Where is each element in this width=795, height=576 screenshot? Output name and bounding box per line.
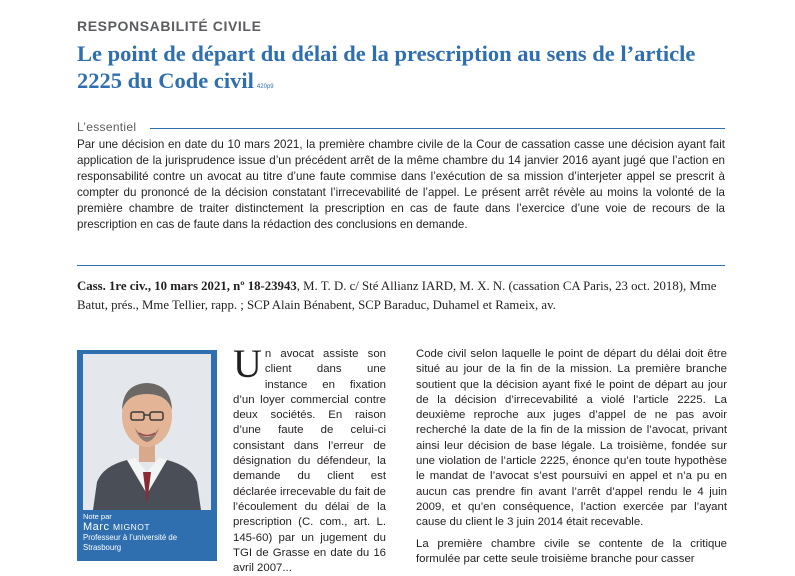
body-col2-paragraph-1: Code civil selon laquelle le point de départ du délai doit être situé au jour de la fin de la mission. La première branche soutient que la décision ayant fixé le point de départ au jour de la décision d’irrecevabilité a violé l’article 2225. La deuxième reproche aux juges d’appel de ne pas avoir recherché la date de la fin de la mission de l’avocat, privant ainsi leur décision de base légale. La troisième, fondée sur une violation de l’article 2225, énonce qu’en toute hypothèse le mandat de l’avocat s’est poursuivi en appel et n’a pu en aucun cas prendre fin avant l’arrêt d’appel rendu le 4 juin 2009, et qu’en conséquence, l’action exercée par l’ayant cause du client le 3 juin 2014 était recevable. (416, 348, 727, 529)
title-ref: 420p9 (256, 84, 274, 90)
author-box (77, 350, 217, 561)
essentiel-text: Par une décision en date du 10 mars 2021, la première chambre civile de la Cour de cassation casse une décision ayant fait application de la jurisprudence issue d’un précédent arrêt de la même chambre du 14 janvier 2016 ayant jugé que l’action en responsabilité contre un avocat au titre d’une faute commise dans l’exécution de sa mission d’interjeter appel se prescrit à compter du prononcé de la décision constatant l’irrecevabilité de l’appel. Le présent arrêt révèle au moins la volonté de la première chambre de traiter distinctement la prescription en cas de faute dans l’exercice d’une voie de recours de la prescription en cas de faute dans la rédaction des conclusions en demande. (77, 138, 725, 231)
author-last-name: MIGNOT (113, 522, 151, 532)
author-photo (83, 354, 211, 510)
essentiel-bottom-rule (77, 265, 725, 266)
body-column-2 (416, 347, 727, 567)
author-name (83, 521, 213, 533)
essentiel-rule (150, 128, 725, 129)
dropcap: U (233, 341, 262, 386)
essentiel-label: L’essentiel (77, 120, 137, 134)
rubric: RESPONSABILITÉ CIVILE (77, 18, 262, 34)
author-role: Professeur à l’université de Strasbourg (83, 533, 178, 552)
body-col2-paragraph-2: La première chambre civile se contente de la critique formulée par cette seule troisième branche pour casser (416, 537, 727, 565)
case-citation (77, 277, 725, 315)
author-first-name: Marc (83, 521, 110, 533)
case-reference: Cass. 1re civ., 10 mars 2021, nº 18-23943 (77, 279, 297, 293)
author-block (83, 512, 213, 552)
body-column-1 (233, 341, 386, 576)
note-label: Note par (83, 512, 112, 521)
author-portrait-icon (83, 354, 211, 510)
article-title (77, 40, 717, 101)
body-col1-text: n avocat assiste son client dans une instance en fixation d’un loyer commercial contre deux sociétés. En raison d’une faute de celui-ci consistant dans l’erreur de désignation du défendeur, la demande du client est déclarée irrecevable du fait de l’écoulement du délai de la prescription (C. com., art. L. 145-60) par un jugement du TGI de Grasse en date du 16 avril 2007... (233, 348, 386, 575)
article-title-text: Le point de départ du délai de la prescription au sens de l’article 2225 du Code civil (77, 41, 696, 93)
case-parties: , M. T. D. c/ Sté Allianz IARD, M. X. N. (cassation CA Paris, 23 oct. 2018), Mme Batut, prés., Mme Tellier, rapp. ; SCP Alain Bénabent, SCP Baraduc, Duhamel et Rameix, av. (77, 279, 717, 312)
